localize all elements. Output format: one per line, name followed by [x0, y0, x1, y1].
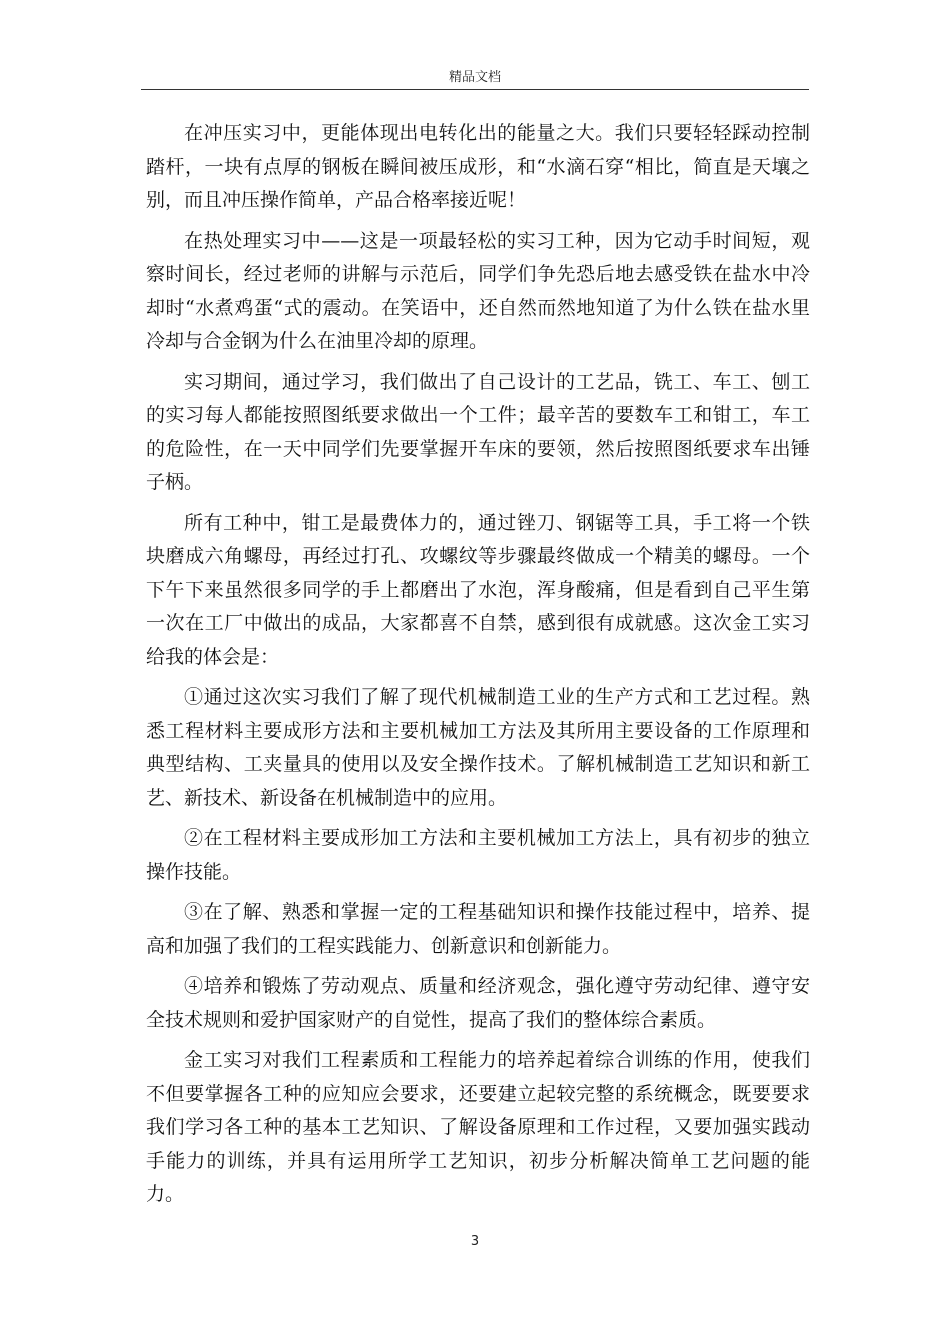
page-number: 3	[470, 1234, 480, 1249]
paragraph-point-2: ②在工程材料主要成形加工方法和主要机械加工方法上，具有初步的独立操作技能。	[146, 827, 810, 883]
paragraph-stamping: 在冲压实习中，更能体现出电转化出的能量之大。我们只要轻轻踩动控制踏杆，一块有点厚的钢板在瞬间被压成形，和“水滴石穿“相比，简直是天壤之别，而且冲压操作简单，产品合格率接近呢！	[146, 122, 810, 211]
paragraph-point-3: ③在了解、熟悉和掌握一定的工程基础知识和操作技能过程中，培养、提高和加强了我们的工程实践能力、创新意识和创新能力。	[146, 901, 810, 957]
paragraph-fitter-work: 所有工种中，钳工是最费体力的，通过锉刀、钢锯等工具，手工将一个铁块磨成六角螺母，再经过打孔、攻螺纹等步骤最终做成一个精美的螺母。一个下午下来虽然很多同学的手上都磨出了水泡，浑身酸痛，但是看到自己平生第一次在工厂中做出的成品，大家都喜不自禁，感到很有成就感。这次金工实习给我的体会是：	[146, 511, 810, 668]
paragraph-heat-treatment: 在热处理实习中——这是一项最轻松的实习工种，因为它动手时间短，观察时间长，经过老师的讲解与示范后，同学们争先恐后地去感受铁在盐水中冷却时“水煮鸡蛋“式的震动。在笑语中，还自然而然地知道了为什么铁在盐水里冷却与合金钢为什么在油里冷却的原理。	[146, 229, 810, 352]
header-divider	[141, 89, 809, 90]
paragraph-internship-period: 实习期间，通过学习，我们做出了自己设计的工艺品，铣工、车工、刨工的实习每人都能按照图纸要求做出一个工件；最辛苦的要数车工和钳工，车工的危险性，在一天中同学们先要掌握开车床的要领，然后按照图纸要求车出锤子柄。	[146, 370, 810, 493]
page-header: 精品文档	[448, 70, 501, 85]
document-body	[146, 117, 810, 1219]
paragraph-point-1: ①通过这次实习我们了解了现代机械制造工业的生产方式和工艺过程。熟悉工程材料主要成形方法和主要机械加工方法及其所用主要设备的工作原理和典型结构、工夹量具的使用以及安全操作技术。了解机械制造工艺知识和新工艺、新技术、新设备在机械制造中的应用。	[146, 686, 810, 809]
paragraph-point-4: ④培养和锻炼了劳动观点、质量和经济观念，强化遵守劳动纪律、遵守安全技术规则和爱护国家财产的自觉性，提高了我们的整体综合素质。	[146, 975, 810, 1031]
paragraph-conclusion: 金工实习对我们工程素质和工程能力的培养起着综合训练的作用，使我们不但要掌握各工种的应知应会要求，还要建立起较完整的系统概念，既要要求我们学习各工种的基本工艺知识、了解设备原理和工作过程，又要加强实践动手能力的训练，并具有运用所学工艺知识，初步分析解决简单工艺问题的能力。	[146, 1049, 810, 1205]
